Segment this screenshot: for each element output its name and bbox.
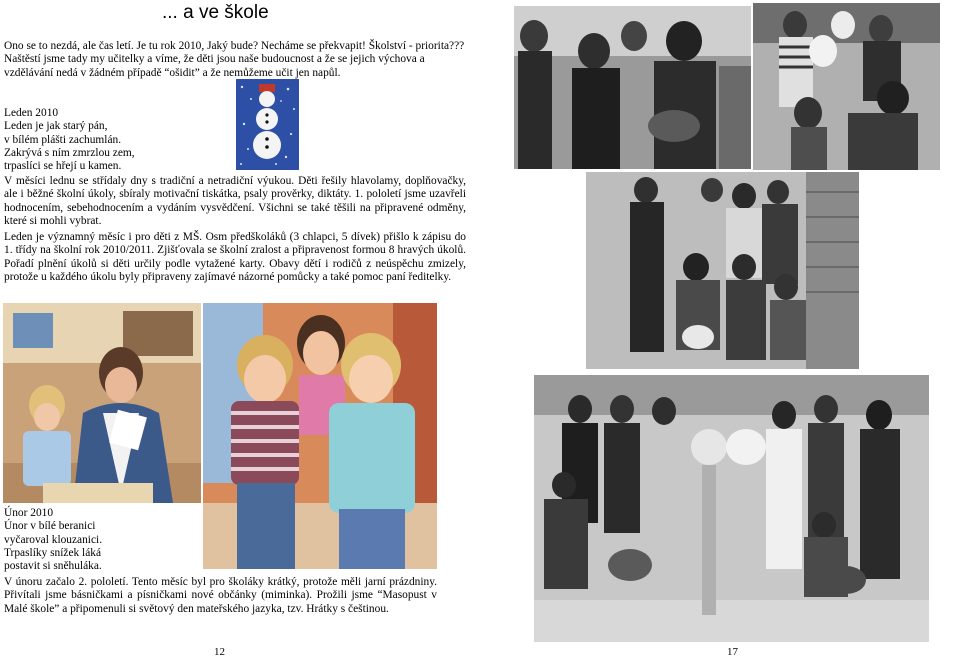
january-poem	[4, 107, 135, 173]
poem-line: Únor v bílé beranici	[4, 520, 96, 533]
children-photo	[203, 303, 437, 569]
poem-line: Leden 2010	[4, 107, 59, 119]
right-page	[480, 0, 960, 658]
snowman-drawing	[236, 79, 299, 170]
poem-line: Trpaslíky snížek láká	[4, 546, 102, 559]
february-paragraph: V únoru začalo 2. pololetí. Tento měsíc byl pro školáky krátký, protože měli jarní prázdniny. Přivítali jsme básničkami a písničkami nové občánky (miminka). Prožili jsme “Masopust v Malé škole” a připomenuli si světový den mateřského jazyka, tzv. Hrátky s češtinou.	[4, 576, 437, 615]
preschool-paragraph: Leden je významný měsíc i pro děti z MŠ. Osm předškoláků (3 chlapci, 5 dívek) přišlo k zápisu do 1. třídy na školní rok 2010/2011. Zjišťovala se školní zralost a připravenost formou 8 hravých úkolů. Pořadí plnění úkolů si děti určily podle vytažené karty. Obavy dětí i rodičů z neúspěchu zmizely, protože u každého úkolu byly připraveny zajímavé názorné pomůcky a také pomoc paní ředitelky.	[4, 231, 466, 283]
poem-line: Únor 2010	[4, 507, 54, 519]
classroom-photo	[3, 303, 201, 503]
poem-line: trpaslíci se hřejí u kamen.	[4, 160, 122, 173]
poem-line: postavit si sněhuláka.	[4, 560, 102, 573]
february-poem	[4, 507, 102, 573]
intro-paragraph: Ono se to nezdá, ale čas letí. Je tu rok 2010, Jaký bude? Necháme se překvapit! Školství - priorita??? Naštěstí jsme tady my učitelky a víme, že děti jsou naše budoucnost a že se jejich výchova a vzdělávání nedá v žádném případě “ošidit” a že nemůžeme učit jen napůl.	[4, 40, 465, 79]
poem-line: vyčaroval klouzanici.	[4, 533, 103, 546]
musicians-photo-2	[753, 3, 940, 170]
page-number-left: 12	[214, 646, 225, 658]
musicians-photo-1	[514, 6, 751, 169]
page-title: ... a ve škole	[162, 2, 269, 23]
poem-line: Leden je jak starý pán,	[4, 120, 108, 133]
page-number-right: 17	[727, 646, 738, 658]
poem-line: Zakrývá s ním zmrzlou zem,	[4, 146, 135, 159]
january-paragraph: V měsíci lednu se střídaly dny s tradiční a netradiční výukou. Děti řešily hlavolamy, doplňovačky, ale i běžné školní úkoly, sbíraly motivační tiskátka, psaly prověrky, diktáty. 1. pololetí jsme uzavřeli hodnocením, sebehodnocením a vydáním vysvědčení. Všichni se také těšili na připravené odměny, které si mohli vybrat.	[4, 175, 466, 227]
poem-line: v bílém plášti zachumlán.	[4, 133, 122, 146]
carnival-group-photo	[534, 375, 929, 642]
musicians-photo-3	[586, 172, 859, 369]
